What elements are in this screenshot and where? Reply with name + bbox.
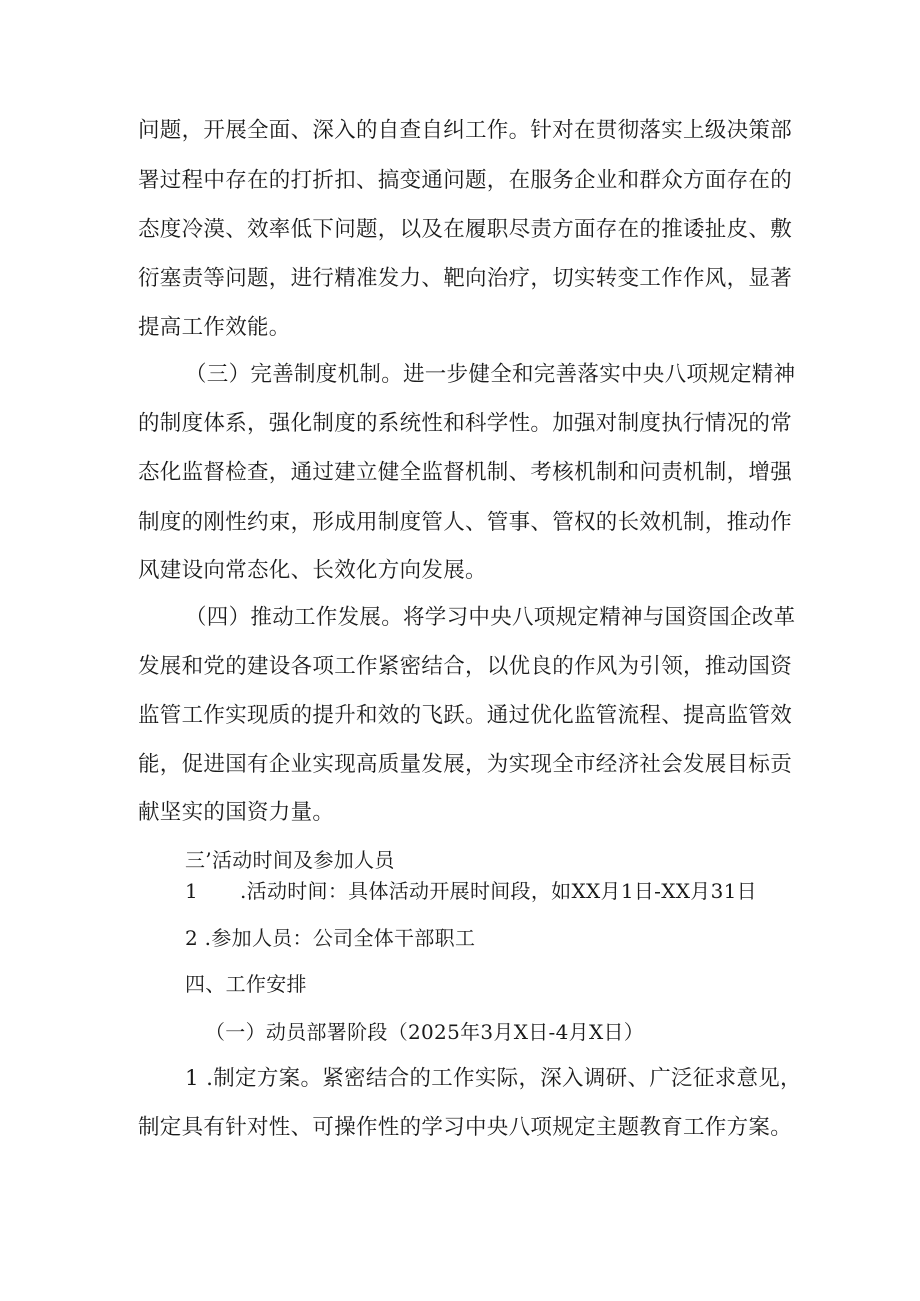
- paragraph-line: 能，促进国有企业实现高质量发展，为实现全市经济社会发展目标贡: [138, 752, 793, 777]
- list-item: 2 .参加人员：公司全体干部职工: [185, 926, 476, 950]
- paragraph-line: 态度冷漠、效率低下问题，以及在履职尽责方面存在的推诿扯皮、敷: [138, 217, 793, 242]
- paragraph-line: 的制度体系，强化制度的系统性和科学性。加强对制度执行情况的常: [138, 411, 793, 436]
- paragraph-line: 监管工作实现质的提升和效的飞跃。通过优化监管流程、提高监管效: [138, 703, 793, 728]
- paragraph-line: 问题，开展全面、深入的自查自纠工作。针对在贯彻落实上级决策部: [138, 118, 793, 143]
- paragraph-line: 衍塞责等问题，进行精准发力、靶向治疗，切实转变工作作风，显著: [138, 266, 793, 291]
- paragraph-line: 署过程中存在的打折扣、搞变通问题，在服务企业和群众方面存在的: [138, 168, 793, 193]
- subheading: （一）动员部署阶段（2025年3月X日-4月X日）: [205, 1020, 645, 1044]
- paragraph-line: 制定具有针对性、可操作性的学习中央八项规定主题教育工作方案。: [138, 1115, 793, 1140]
- paragraph-line: 态化监督检查，通过建立健全监督机制、考核机制和问责机制，增强: [138, 460, 793, 485]
- paragraph-line: 提高工作效能。: [138, 315, 291, 340]
- paragraph-line: 制度的刚性约束，形成用制度管人、管事、管权的长效机制，推动作: [138, 510, 793, 535]
- heading-four: 四、工作安排: [185, 972, 307, 996]
- paragraph-line: 风建设向常态化、长效化方向发展。: [138, 558, 487, 583]
- section-heading-line: （四）推动工作发展。将学习中央八项规定精神与国资国企改革: [185, 605, 796, 630]
- paragraph-line: 发展和党的建设各项工作紧密结合，以优良的作风为引领，推动国资: [138, 654, 793, 679]
- list-item-text: .活动时间：具体活动开展时间段，如XX月1日-XX月31日: [240, 879, 757, 903]
- section-heading-line: （三）完善制度机制。进一步健全和完善落实中央八项规定精神: [185, 362, 796, 387]
- paragraph-line: 献坚实的国资力量。: [138, 800, 335, 825]
- heading-three: 三’活动时间及参加人员: [185, 848, 395, 872]
- list-item: 1 .制定方案。紧密结合的工作实际，深入调研、广泛征求意见，: [185, 1066, 802, 1091]
- list-number: 1: [185, 879, 199, 903]
